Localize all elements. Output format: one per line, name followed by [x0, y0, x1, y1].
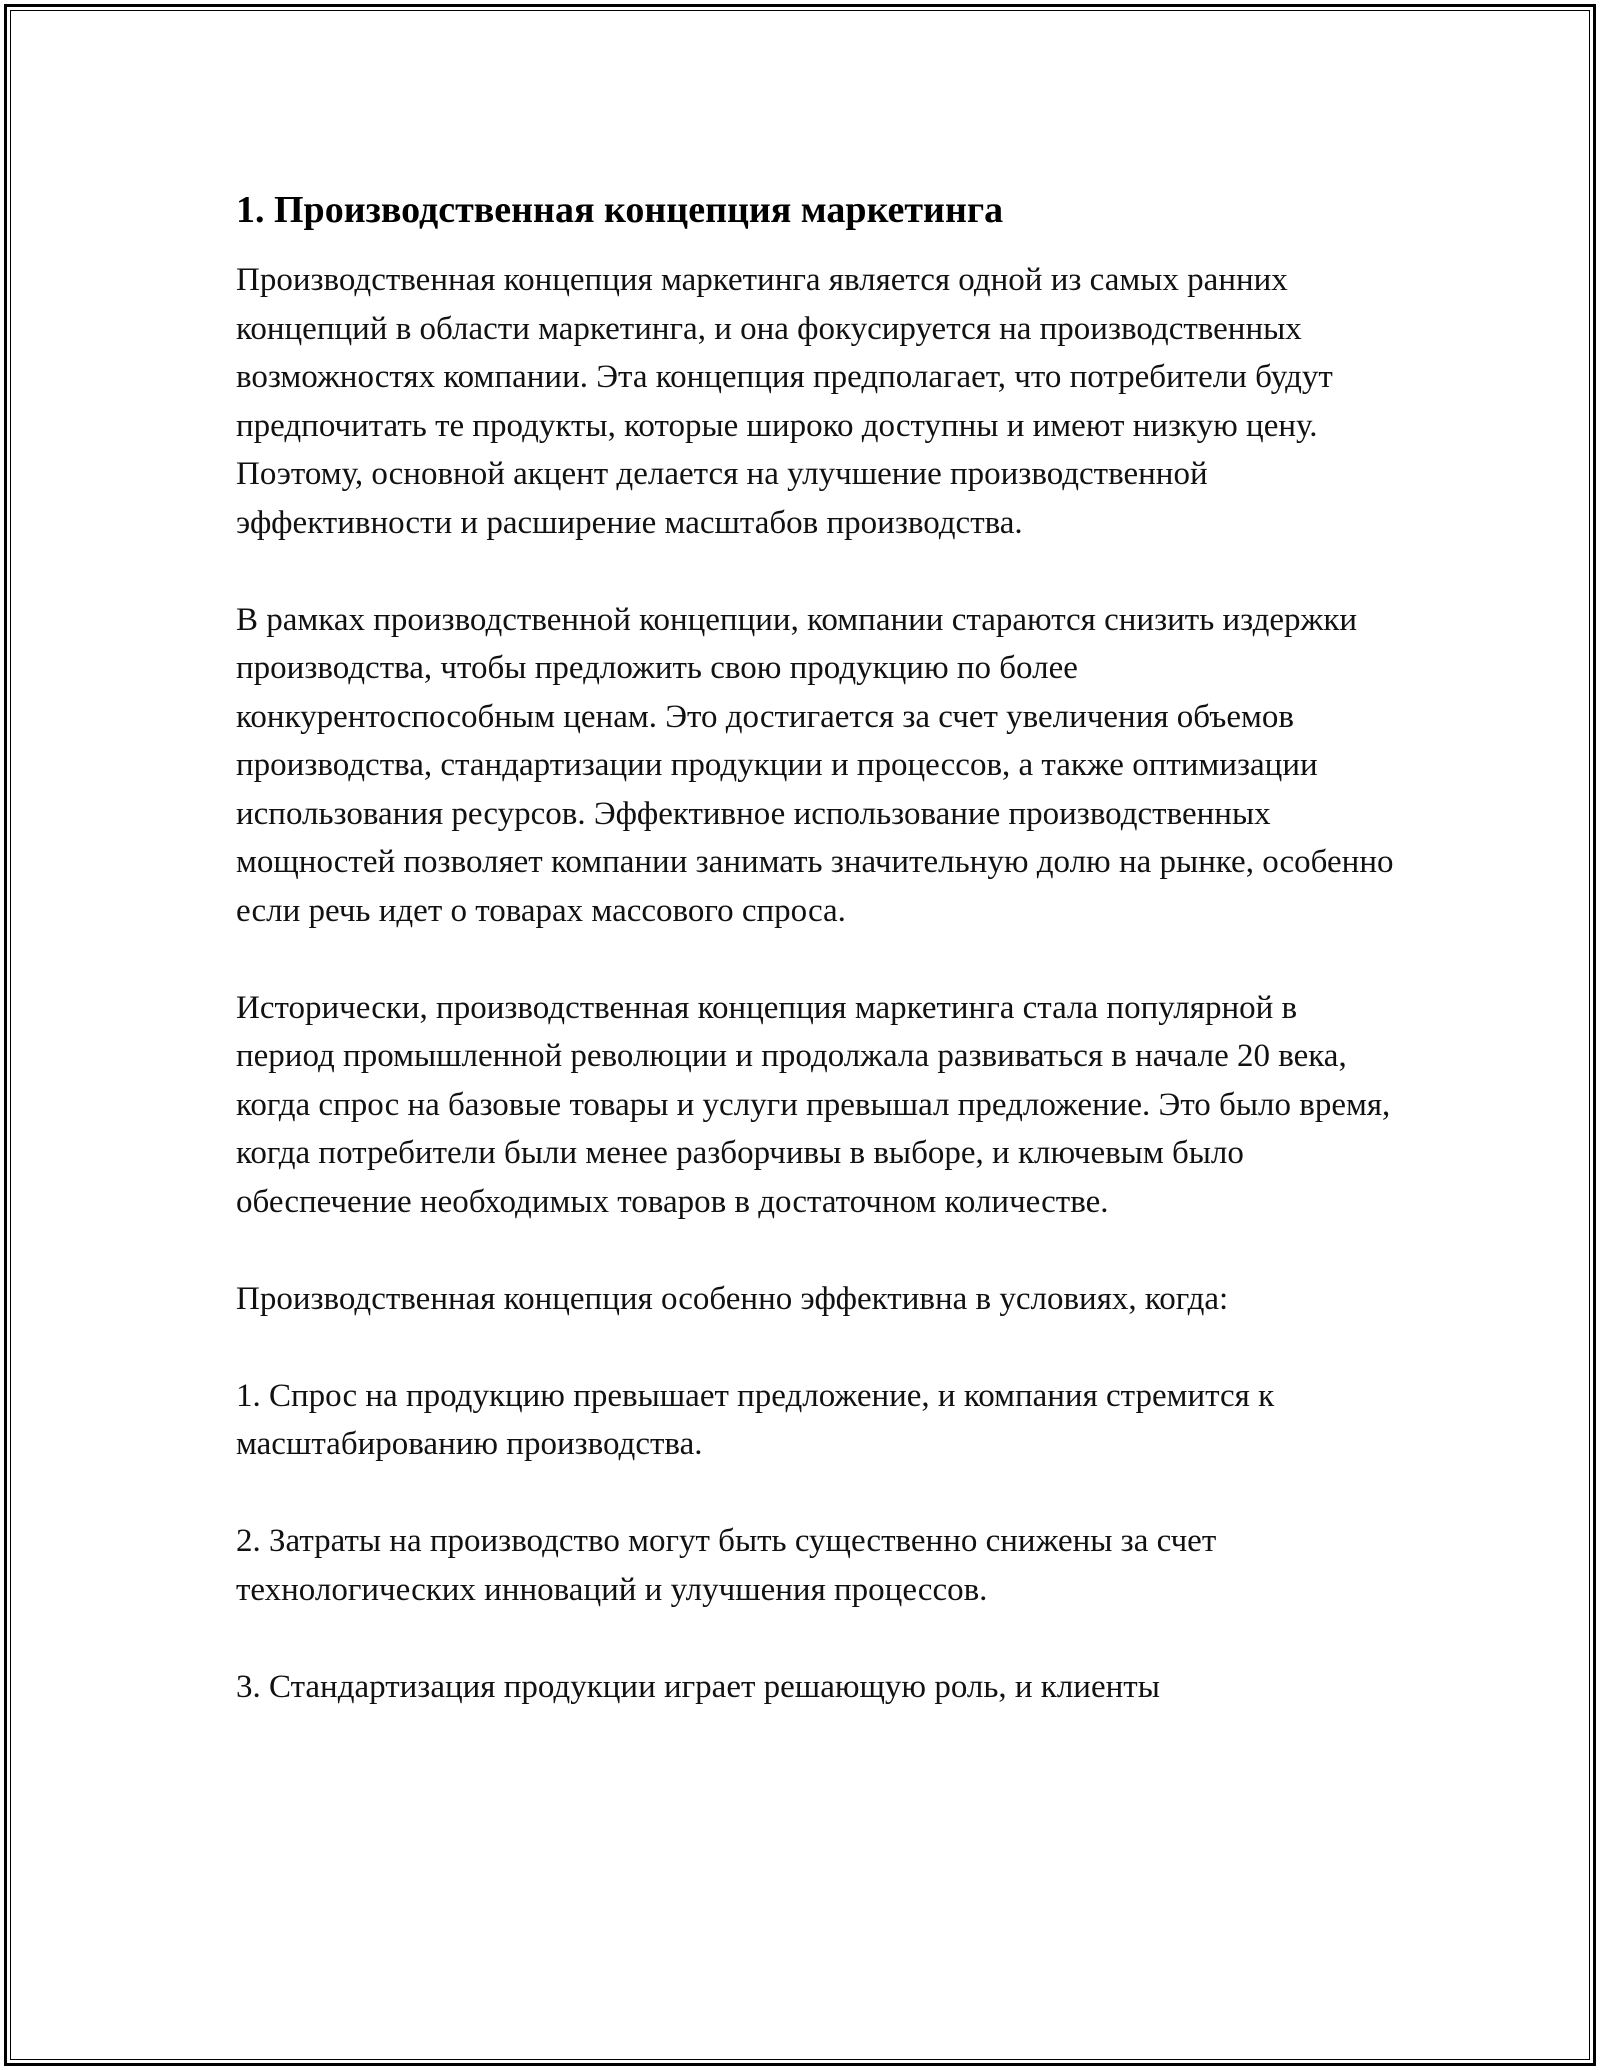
paragraph-history: Исторически, производственная концепция маркетинга стала популярной в период промышленной революции и продолжала развиваться в начале 20 века, когда спрос на базовые товары и услуги превышал предложение. Это было время, когда потребители были менее разборчивы в выборе, и ключевым было обеспечение необходимых товаров в достаточном количестве. — [236, 989, 1391, 1220]
list-item-demand: 1. Спрос на продукцию превышает предложение, и компания стремится к масштабированию производства. — [236, 1377, 1275, 1462]
list-item-standardization: 3. Стандартизация продукции играет решающую роль, и клиенты — [236, 1668, 1160, 1705]
section-heading: 1. Производственная концепция маркетинга — [236, 189, 1004, 231]
paragraph-intro: Производственная концепция маркетинга является одной из самых ранних концепций в области маркетинга, и она фокусируется на производственных возможностях компании. Эта концепция предполагает, что потребители будут предпочитать те продукты, которые широко доступны и имеют низкую цену. Поэтому, основной акцент делается на улучшение производственной эффективности и расширение масштабов производства. — [236, 262, 1333, 541]
paragraph-cost-reduction: В рамках производственной концепции, компании стараются снизить издержки производства, чтобы предложить свою продукцию по более конкурентоспособным ценам. Это достигается за счет увеличения объемов производства, стандартизации продукции и процессов, а также оптимизации использования ресурсов. Эффективное использование производственных мощностей позволяет компании занимать значительную долю на рынке, особенно если речь идет о товарах массового спроса. — [236, 601, 1394, 929]
paragraph-conditions-intro: Производственная концепция особенно эффективна в условиях, когда: — [236, 1280, 1229, 1317]
document-body — [236, 186, 1396, 1760]
list-item-costs: 2. Затраты на производство могут быть существенно снижены за счет технологических инноваций и улучшения процессов. — [236, 1523, 1217, 1608]
